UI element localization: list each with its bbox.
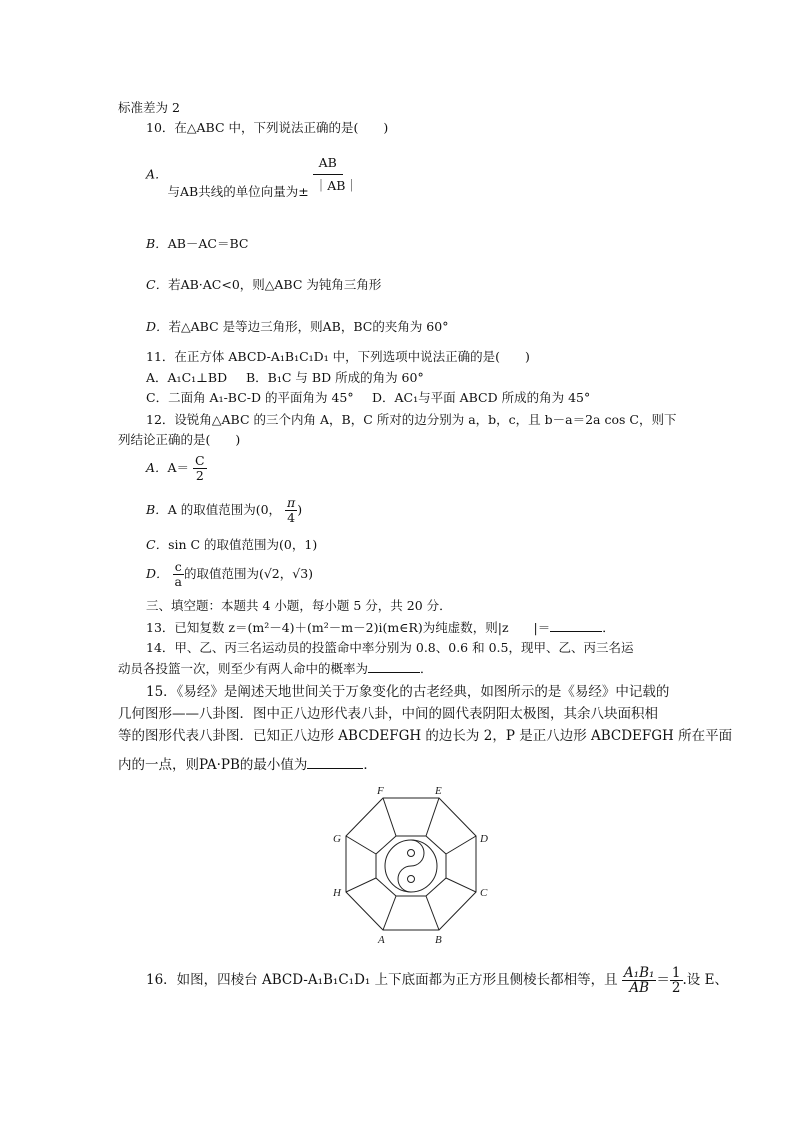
q12-c-label: C． bbox=[146, 537, 169, 552]
q15-answer-blank[interactable] bbox=[307, 756, 363, 769]
label-b: B bbox=[435, 934, 442, 946]
q12-d-fraction bbox=[173, 560, 184, 589]
q14-line1: 14．甲、乙、丙三名运动员的投篮命中率分别为 0.8、0.6 和 0.5，现甲、乙、丙三名运 bbox=[146, 640, 634, 655]
q12-d-label: D． bbox=[146, 566, 169, 581]
q10-b-label: B． bbox=[146, 236, 168, 251]
q12-d-text: 的取值范围为(√2，√3) bbox=[183, 566, 314, 581]
q10-a-fraction bbox=[313, 153, 360, 193]
q16-tail: .设 E、 bbox=[682, 972, 728, 988]
q10-c-text: 若AB·AC<0，则△ABC 为钝角三角形 bbox=[168, 277, 382, 292]
q14-line2 bbox=[118, 660, 433, 677]
q10-a-label: A． bbox=[146, 166, 168, 182]
q16-ratio-den: AB bbox=[629, 980, 649, 996]
q12-a-den: 2 bbox=[195, 468, 204, 483]
q16-half-den: 2 bbox=[671, 980, 681, 996]
q13-end: ． bbox=[602, 620, 615, 635]
q12-a-num: C bbox=[195, 453, 205, 468]
q11-option-b: B．B₁C 与 BD 所成的角为 60° bbox=[246, 370, 424, 385]
q15-line3: 等的图形代表八卦图．已知正八边形 ABCDEFGH 的边长为 2，P 是正八边形 ABCDEFGH 所在平面 bbox=[118, 728, 733, 744]
q10-a-frac-den: ｜AB｜ bbox=[314, 178, 358, 193]
q14-end: ． bbox=[420, 661, 433, 676]
q15-line1: 15．《易经》是阐述天地世间关于万象变化的古老经典，如图所示的是《易经》中记载的 bbox=[146, 684, 670, 700]
q12-b-close: ) bbox=[297, 502, 303, 517]
label-g: G bbox=[333, 833, 341, 845]
q10-option-d bbox=[146, 319, 448, 335]
q11-option-d: D．AC₁与平面 ABCD 所成的角为 45° bbox=[372, 390, 591, 405]
q12-b-text: A 的取值范围为(0， bbox=[167, 502, 282, 517]
label-f: F bbox=[377, 785, 384, 797]
q11-option-c: C．二面角 A₁-BC-D 的平面角为 45° bbox=[146, 390, 354, 405]
q14-stem-end: 动员各投篮一次，则至少有两人命中的概率为 bbox=[118, 661, 369, 676]
q10-option-b bbox=[146, 236, 248, 252]
q13-text bbox=[146, 619, 615, 636]
q12-c-text: sin C 的取值范围为(0，1) bbox=[168, 537, 318, 552]
carry-over-text: 标准差为 2 bbox=[118, 100, 180, 115]
q10-a-text: 与AB共线的单位向量为± bbox=[167, 183, 309, 199]
q12-a-label: A． bbox=[146, 460, 168, 475]
label-h: H bbox=[333, 887, 341, 899]
q10-a-frac-num: AB bbox=[313, 153, 343, 175]
q16-stem: 16．如图，四棱台 ABCD-A₁B₁C₁D₁ 上下底面都为正方形且侧棱长都相等，且 bbox=[146, 972, 618, 988]
q16-ratio-num: A₁B₁ bbox=[623, 965, 655, 981]
q12-a-fraction bbox=[193, 454, 207, 483]
q12-b-num: π bbox=[287, 495, 296, 510]
q12-b-label: B． bbox=[146, 502, 168, 517]
q10-option-c bbox=[146, 277, 381, 293]
section-3-heading: 三、填空题：本题共 4 小题，每小题 5 分，共 20 分． bbox=[146, 598, 452, 613]
q16-half-num: 1 bbox=[671, 965, 681, 981]
q12-stem-line1: 12．设锐角△ABC 的三个内角 A，B，C 所对的边分别为 a，b，c，且 b－a＝2a cos C，则下 bbox=[146, 412, 677, 427]
q12-d-den: a bbox=[174, 574, 182, 589]
q12-b-fraction bbox=[285, 496, 297, 525]
q11-option-a: A．A₁C₁⊥BD bbox=[146, 370, 228, 385]
q10-option-a bbox=[146, 155, 360, 215]
q12-option-b bbox=[146, 496, 302, 530]
q12-option-a bbox=[146, 454, 207, 488]
q12-option-c bbox=[146, 537, 317, 553]
q10-c-label: C． bbox=[146, 277, 169, 292]
bagua-octagon-figure bbox=[330, 784, 500, 946]
label-a: A bbox=[378, 934, 385, 946]
q10-d-text: 若△ABC 是等边三角形，则AB，BC的夹角为 60° bbox=[168, 319, 449, 334]
label-c: C bbox=[480, 887, 488, 899]
label-e: E bbox=[435, 785, 442, 797]
q10-d-label: D． bbox=[146, 319, 169, 334]
q15-line4 bbox=[118, 756, 377, 773]
q15-line2: 几何图形——八卦图．图中正八边形代表八卦，中间的圆代表阴阳太极图，其余八块面积相 bbox=[118, 706, 658, 722]
q15-stem-end: 内的一点，则PA·PB的最小值为 bbox=[118, 757, 308, 773]
q16-text bbox=[146, 966, 728, 1000]
q12-b-den: 4 bbox=[287, 510, 296, 525]
q15-end: ． bbox=[363, 757, 377, 773]
q14-answer-blank[interactable] bbox=[368, 660, 420, 673]
q12-stem-line2: 列结论正确的是( ) bbox=[118, 432, 241, 447]
q16-half-fraction bbox=[670, 966, 683, 995]
octagon-outline bbox=[346, 798, 476, 930]
q10-stem: 10．在△ABC 中，下列说法正确的是( ) bbox=[146, 120, 389, 135]
q13-answer-blank[interactable] bbox=[550, 619, 602, 632]
q16-eq: ＝ bbox=[656, 972, 670, 988]
q16-ratio-fraction bbox=[622, 966, 657, 995]
q13-stem: 13．已知复数 z＝(m²－4)＋(m²－m－2)i(m∈R)为纯虚数，则|z |＝ bbox=[146, 620, 551, 635]
q12-d-num: c bbox=[173, 560, 184, 575]
q10-b-text: AB－AC＝BC bbox=[167, 236, 249, 251]
q12-a-lhs: A＝ bbox=[167, 460, 190, 475]
q12-option-d bbox=[146, 560, 313, 594]
label-d: D bbox=[480, 833, 488, 845]
q11-stem: 11．在正方体 ABCD-A₁B₁C₁D₁ 中，下列选项中说法正确的是( ) bbox=[146, 349, 530, 364]
